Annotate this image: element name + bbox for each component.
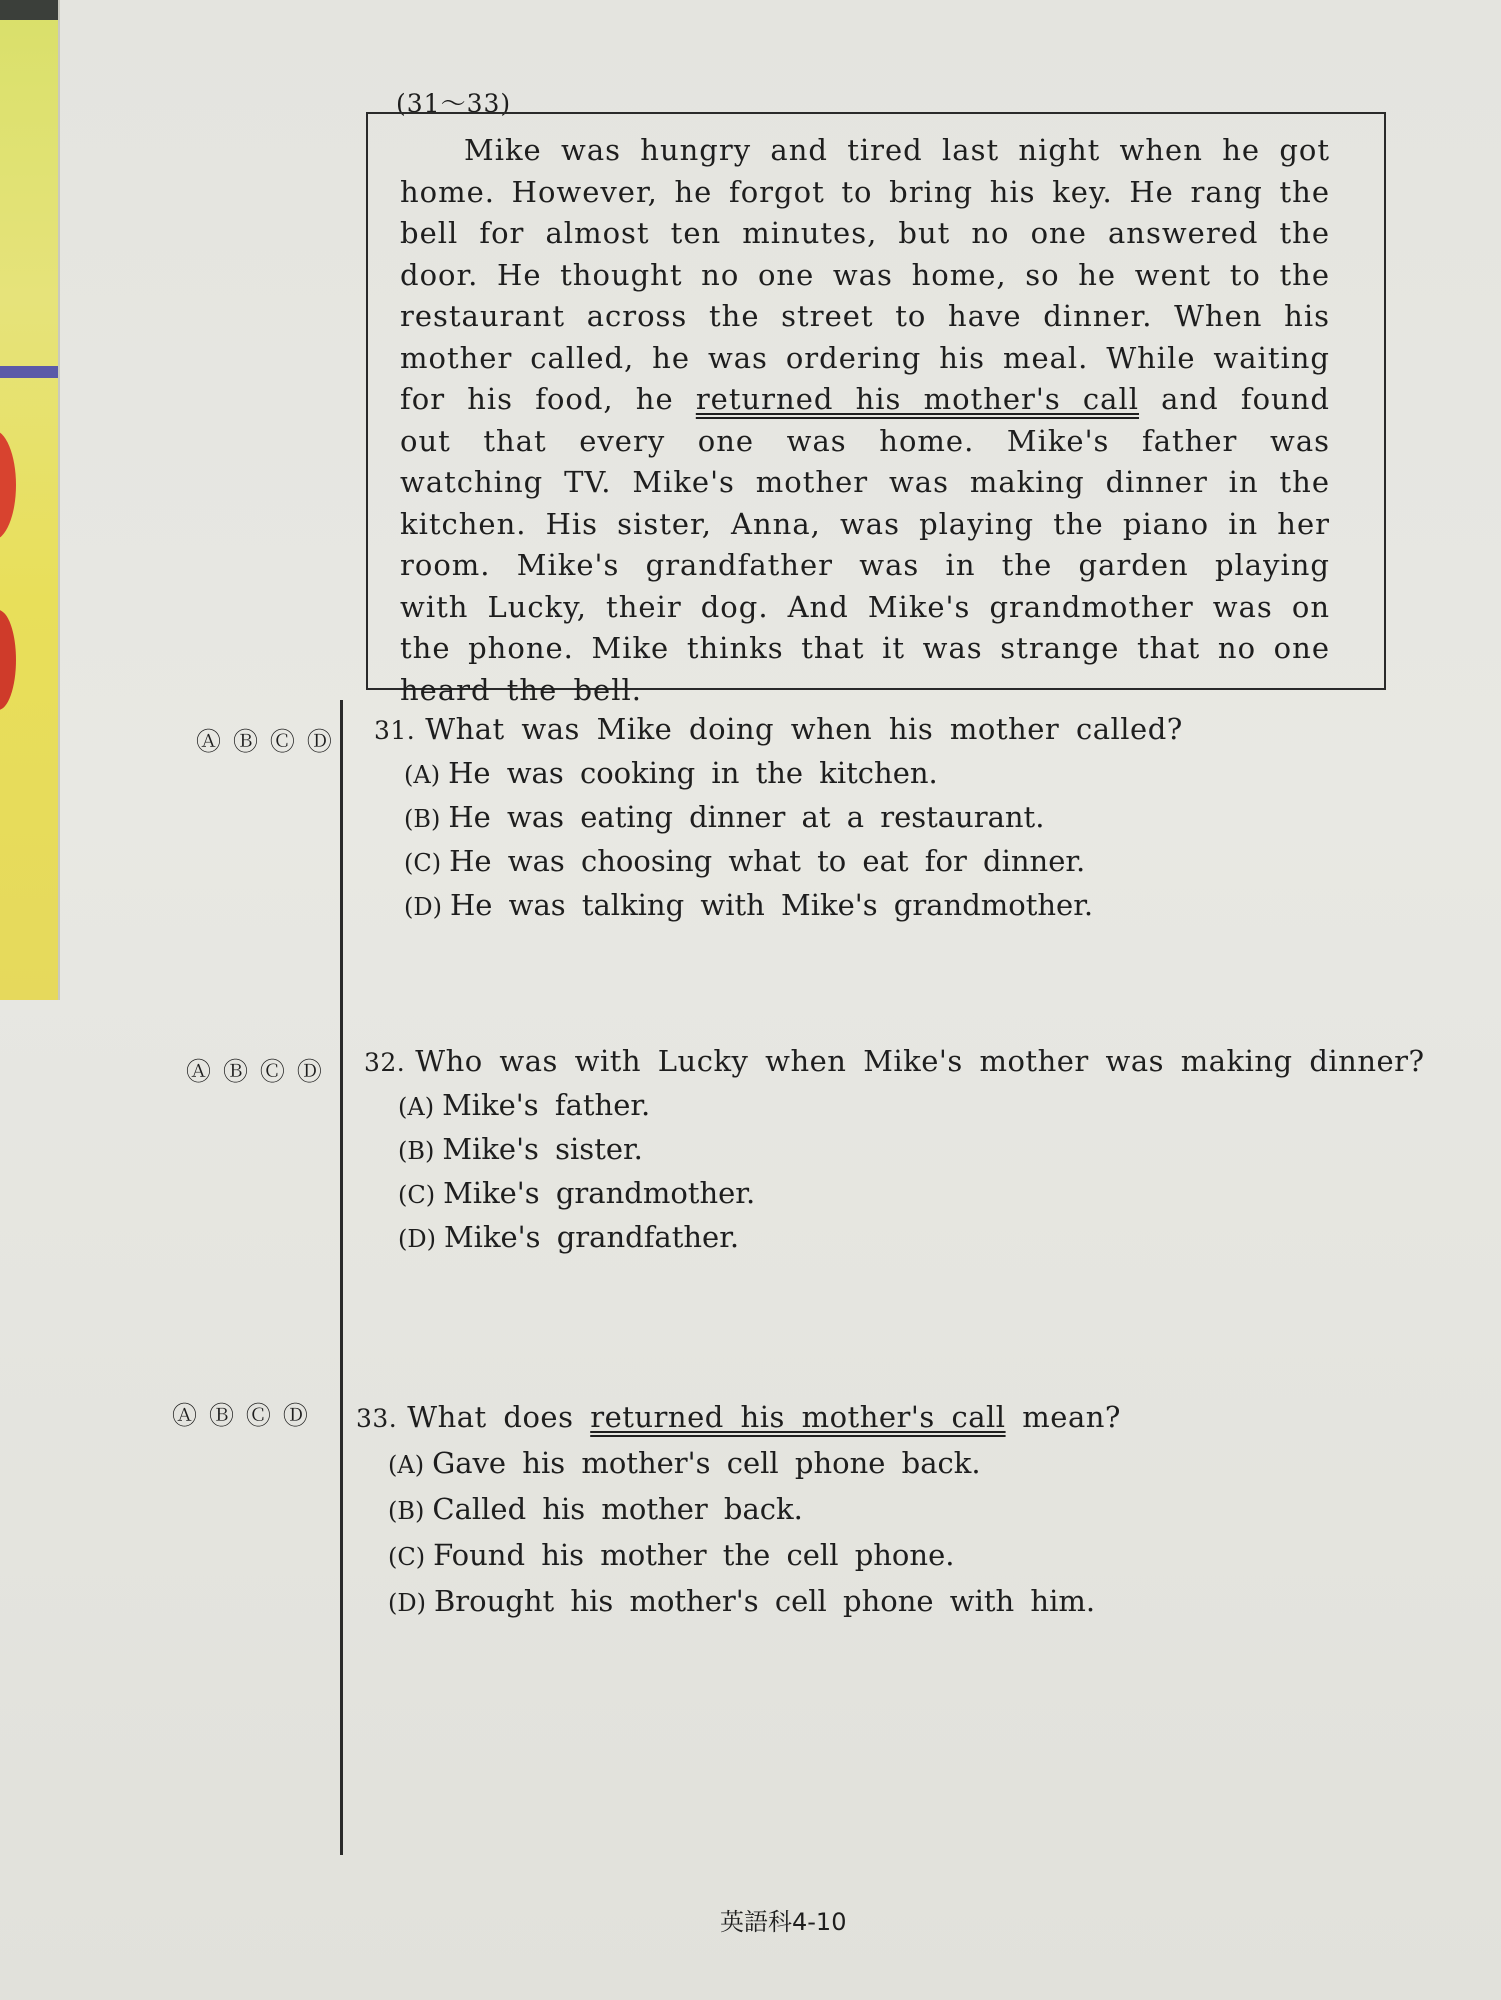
page-footer: 英語科4-10	[720, 1908, 847, 1936]
question-33	[356, 1400, 1121, 1434]
adjacent-booklet-edge	[0, 0, 60, 1000]
question-text: Who was with Lucky when Mike's mother was making dinner?	[415, 1044, 1425, 1078]
options-31	[404, 756, 1093, 932]
option-31-a: (A) He was cooking in the kitchen.	[404, 756, 938, 790]
question-range-label: (31〜33)	[396, 89, 512, 118]
question-text: What was Mike doing when his mother called?	[425, 712, 1183, 746]
option-33-b: (B) Called his mother back.	[388, 1492, 803, 1526]
passage-text-1: Mike was hungry and tired last night when he got home. However, he forgot to bring his key. He rang the bell for almost ten minutes, but no one answered the door. He thought no one was home, so he went to the restaurant across the street to have dinner. When his mother called, he was ordering his meal. While waiting for his food, he	[400, 133, 1330, 416]
option-33-a: (A) Gave his mother's cell phone back.	[388, 1446, 981, 1480]
option-32-d: (D) Mike's grandfather.	[398, 1220, 740, 1254]
option-32-c: (C) Mike's grandmother.	[398, 1176, 756, 1210]
option-31-b: (B) He was eating dinner at a restaurant.	[404, 800, 1045, 834]
answer-bubbles-32[interactable]: Ⓐ Ⓑ Ⓒ Ⓓ	[186, 1057, 324, 1086]
answer-column-divider	[340, 700, 343, 1855]
option-33-d: (D) Brought his mother's cell phone with him.	[388, 1584, 1096, 1618]
question-32	[364, 1044, 1425, 1078]
options-33	[388, 1446, 1095, 1630]
answer-bubbles-31[interactable]: Ⓐ Ⓑ Ⓒ Ⓓ	[196, 727, 334, 756]
options-32	[398, 1088, 755, 1264]
option-32-a: (A) Mike's father.	[398, 1088, 651, 1122]
question-number: 32.	[364, 1048, 406, 1077]
question-underlined-phrase: returned his mother's call	[590, 1400, 1006, 1434]
answer-bubbles-33[interactable]: Ⓐ Ⓑ Ⓒ Ⓓ	[172, 1401, 310, 1430]
option-32-b: (B) Mike's sister.	[398, 1132, 643, 1166]
question-text-after: mean?	[1005, 1400, 1121, 1434]
passage-underlined-phrase: returned his mother's call	[695, 382, 1140, 416]
reading-passage	[400, 130, 1330, 711]
question-number: 33.	[356, 1404, 398, 1433]
option-31-c: (C) He was choosing what to eat for dinner.	[404, 844, 1086, 878]
passage-text-2: and found out that every one was home. Mike's father was watching TV. Mike's mother was making dinner in the kitchen. His sister, Anna, was playing the piano in her room. Mike's grandfather was in the garden playing with Lucky, their dog. And Mike's grandmother was on the phone. Mike thinks that it was strange that no one heard the bell.	[400, 382, 1330, 707]
question-number: 31.	[374, 716, 416, 745]
question-31	[374, 712, 1183, 746]
option-33-c: (C) Found his mother the cell phone.	[388, 1538, 955, 1572]
option-31-d: (D) He was talking with Mike's grandmother.	[404, 888, 1094, 922]
question-text-before: What does	[407, 1400, 591, 1434]
